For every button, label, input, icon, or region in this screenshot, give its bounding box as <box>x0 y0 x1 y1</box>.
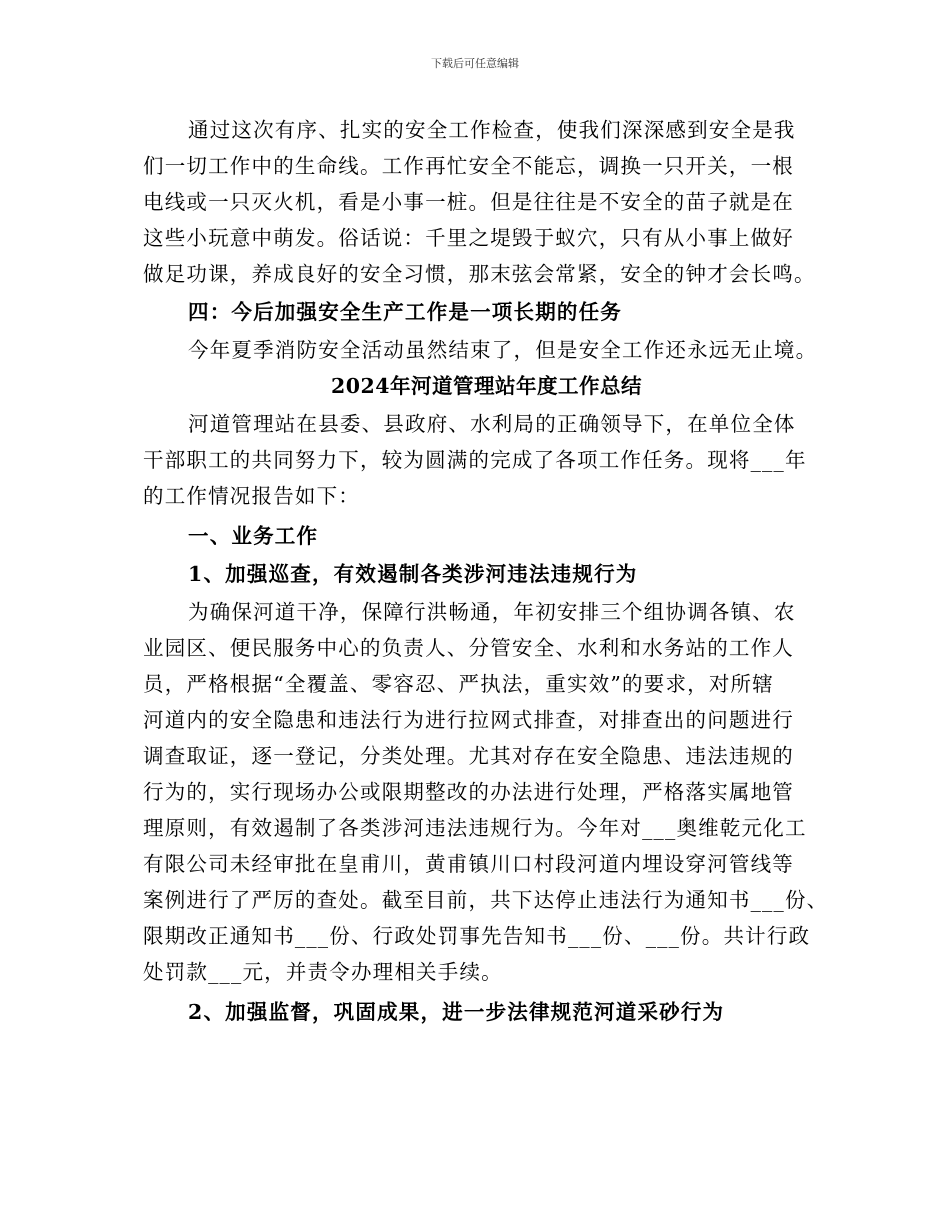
item-text-line: 理原则，有效遏制了各类涉河违法违规行为。今年对___奥维乾元化工 <box>143 816 807 840</box>
document-title: 2024年河道管理站年度工作总结 <box>331 374 643 398</box>
intro-line: 干部职工的共同努力下，较为圆满的完成了各项工作任务。现将___年 <box>143 448 807 472</box>
body-text-line: 电线或一只灭火机，看是小事一桩。但是往往是不安全的苗子就是在 <box>143 190 794 214</box>
item-text-line: 处罚款___元，并责令办理相关手续。 <box>143 960 503 984</box>
body-text-line: 们一切工作中的生命线。工作再忙安全不能忘，调换一只开关，一根 <box>143 154 794 178</box>
body-text-line: 做足功课，养成良好的安全习惯，那末弦会常紧，安全的钟才会长鸣。 <box>143 262 816 286</box>
item-text-line: 案例进行了严厉的查处。截至目前，共下达停止违法行为通知书___份、 <box>143 888 829 912</box>
item-text-line: 行为的，实行现场办公或限期整改的办法进行处理，严格落实属地管 <box>143 780 794 804</box>
body-text-line: 今年夏季消防安全活动虽然结束了，但是安全工作还永远无止境。 <box>188 338 818 362</box>
intro-line: 河道管理站在县委、县政府、水利局的正确领导下，在单位全体 <box>188 412 796 436</box>
item-heading: 1、加强巡查，有效遏制各类涉河违法违规行为 <box>188 562 638 586</box>
item-text-line: 限期改正通知书___份、行政处罚事先告知书___份、___份。共计行政 <box>143 924 811 948</box>
body-text-line: 这些小玩意中萌发。俗话说：千里之堤毁于蚁穴，只有从小事上做好 <box>143 226 794 250</box>
section-heading: 一、业务工作 <box>188 524 319 548</box>
item-text-line: 为确保河道干净，保障行洪畅通，年初安排三个组协调各镇、农 <box>188 600 796 624</box>
item-text-line: 有限公司未经审批在皇甫川，黄甫镇川口村段河道内埋设穿河管线等 <box>143 852 794 876</box>
header-note: 下载后可任意编辑 <box>431 57 519 70</box>
item-heading: 2、加强监督，巩固成果，进一步法律规范河道采砂行为 <box>188 1000 725 1024</box>
body-text-line: 通过这次有序、扎实的安全工作检查，使我们深深感到安全是我 <box>188 118 796 142</box>
item-text-line: 河道内的安全隐患和违法行为进行拉网式排查，对排查出的问题进行 <box>143 708 794 732</box>
item-text-line: 业园区、便民服务中心的负责人、分管安全、水利和水务站的工作人 <box>143 636 794 660</box>
item-text-line: 员，严格根据“全覆盖、零容忍、严执法，重实效”的要求，对所辖 <box>143 672 774 696</box>
item-text-line: 调查取证，逐一登记，分类处理。尤其对存在安全隐患、违法违规的 <box>143 744 794 768</box>
section-heading: 四：今后加强安全生产工作是一项长期的任务 <box>188 300 622 324</box>
intro-line: 的工作情况报告如下： <box>143 484 360 508</box>
